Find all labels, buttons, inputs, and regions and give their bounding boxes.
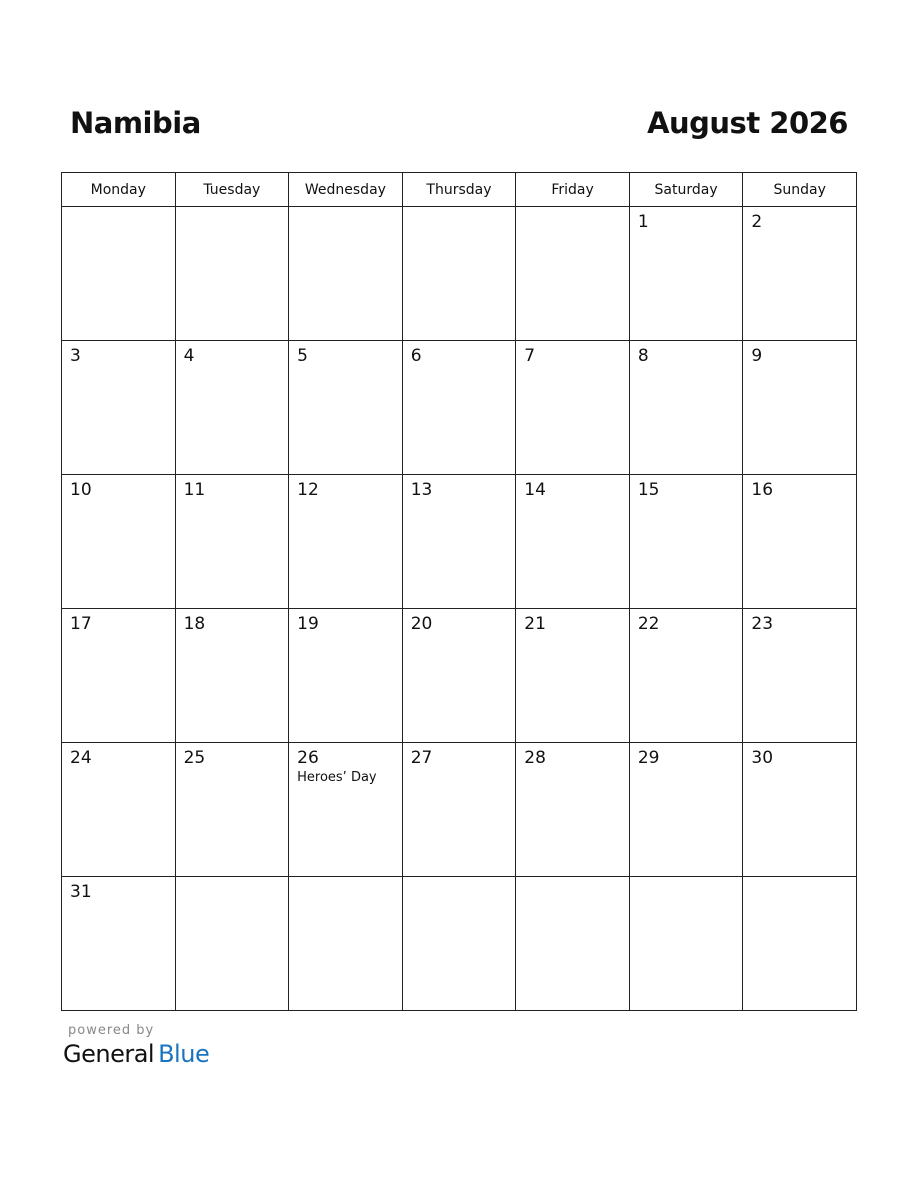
day-number: 24: [70, 748, 92, 768]
day-cell: [289, 609, 403, 743]
day-cell: [402, 475, 516, 609]
empty-cell: [289, 207, 403, 341]
week-row: [62, 475, 857, 609]
calendar-grid: [61, 172, 857, 1011]
day-number: 27: [410, 748, 433, 768]
weekday-header: Monday: [62, 173, 176, 207]
day-number: 31: [70, 882, 92, 902]
empty-cell: [175, 207, 289, 341]
day-cell: [402, 743, 516, 877]
weekday-header: Wednesday: [289, 173, 403, 207]
weekday-header: Thursday: [402, 173, 516, 207]
empty-cell: [516, 877, 630, 1011]
day-cell: [629, 341, 743, 475]
week-row: [62, 609, 857, 743]
month-title: August 2026: [647, 106, 848, 140]
empty-cell: [402, 877, 516, 1011]
day-number: 23: [751, 614, 774, 634]
day-cell: [289, 743, 403, 877]
day-number: 2: [751, 212, 763, 232]
day-number: 26: [297, 748, 319, 768]
day-number: 16: [751, 480, 774, 500]
day-number: 9: [751, 346, 763, 366]
day-number: 20: [410, 614, 433, 634]
empty-cell: [175, 877, 289, 1011]
day-cell: [516, 609, 630, 743]
day-cell: [743, 341, 857, 475]
day-cell: [629, 609, 743, 743]
day-number: 1: [637, 212, 649, 232]
day-number: 14: [524, 480, 546, 500]
day-number: 10: [70, 480, 92, 500]
day-number: 4: [183, 346, 195, 366]
day-cell: [516, 475, 630, 609]
generalblue-logo: [63, 1040, 209, 1068]
day-cell: [62, 877, 176, 1011]
day-cell: [175, 341, 289, 475]
day-number: 17: [70, 614, 92, 634]
day-number: 21: [524, 614, 546, 634]
day-number: 28: [524, 748, 546, 768]
day-cell: [743, 609, 857, 743]
holiday-label: Heroes’ Day: [297, 770, 377, 785]
day-cell: [175, 743, 289, 877]
week-row: [62, 341, 857, 475]
day-cell: [289, 475, 403, 609]
day-number: 11: [183, 480, 206, 500]
day-number: 3: [70, 346, 81, 366]
day-cell: [402, 609, 516, 743]
empty-cell: [289, 877, 403, 1011]
day-cell: [743, 743, 857, 877]
empty-cell: [62, 207, 176, 341]
logo-general: General: [63, 1040, 155, 1068]
day-number: 6: [410, 346, 422, 366]
empty-cell: [629, 877, 743, 1011]
day-number: 30: [751, 748, 774, 768]
day-cell: [62, 341, 176, 475]
empty-cell: [743, 877, 857, 1011]
day-cell: [62, 743, 176, 877]
day-cell: [62, 609, 176, 743]
weekday-header: Sunday: [743, 173, 857, 207]
week-row: [62, 877, 857, 1011]
day-cell: [516, 743, 630, 877]
powered-by-label: powered by: [68, 1023, 155, 1038]
weekday-header: Friday: [516, 173, 630, 207]
day-number: 5: [297, 346, 308, 366]
day-cell: [629, 207, 743, 341]
weekday-header: Tuesday: [175, 173, 289, 207]
day-number: 18: [183, 614, 206, 634]
day-cell: [629, 743, 743, 877]
day-cell: [743, 475, 857, 609]
country-title: Namibia: [70, 106, 201, 140]
day-number: 25: [183, 748, 206, 768]
day-cell: [175, 475, 289, 609]
weekday-header: Saturday: [629, 173, 743, 207]
day-number: 19: [297, 614, 319, 634]
day-number: 12: [297, 480, 319, 500]
day-number: 7: [524, 346, 536, 366]
weekday-header-row: [62, 173, 857, 207]
empty-cell: [402, 207, 516, 341]
logo-blue: Blue: [158, 1040, 210, 1068]
day-cell: [175, 609, 289, 743]
day-cell: [516, 341, 630, 475]
week-row: [62, 207, 857, 341]
day-cell: [62, 475, 176, 609]
week-row: [62, 743, 857, 877]
day-cell: [629, 475, 743, 609]
empty-cell: [516, 207, 630, 341]
day-cell: [743, 207, 857, 341]
day-number: 13: [410, 480, 433, 500]
day-number: 15: [637, 480, 660, 500]
day-number: 8: [637, 346, 649, 366]
day-cell: [289, 341, 403, 475]
day-number: 29: [637, 748, 660, 768]
day-cell: [402, 341, 516, 475]
day-number: 22: [637, 614, 660, 634]
